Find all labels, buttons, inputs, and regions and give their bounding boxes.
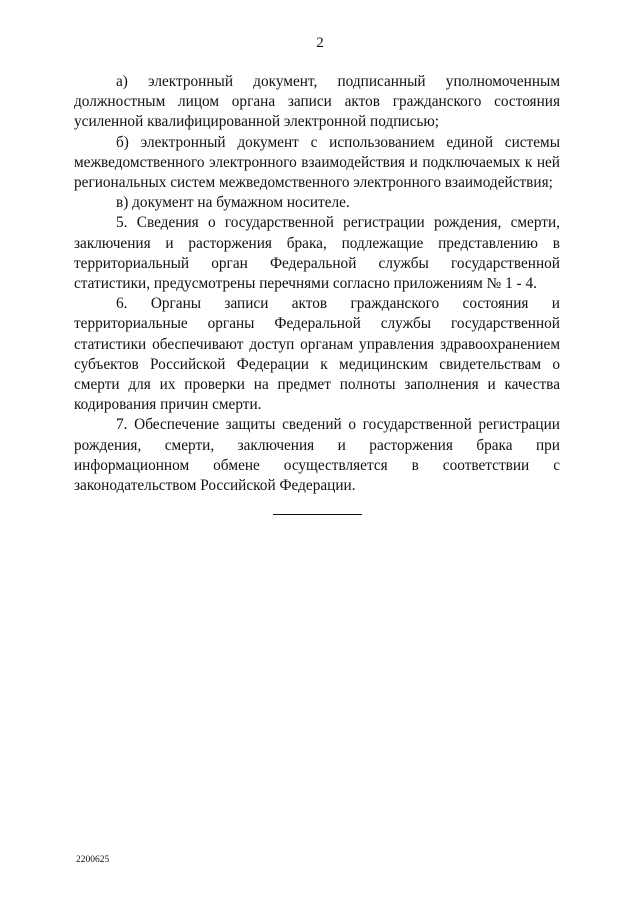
end-separator-line <box>273 514 362 515</box>
paragraph-b-electronic-interagency: б) электронный документ с использованием единой системы межведомственного электронного взаимодействия и подключаемых к ней региональных систем межведомственного электронного взаимодействия; <box>74 133 560 192</box>
document-code: 2200625 <box>76 855 110 865</box>
page-number: 2 <box>316 35 324 51</box>
paragraph-5-registration-info: 5. Сведения о государственной регистрации рождения, смерти, заключения и расторжения брака, подлежащие представлению в территориальный орган Федеральной службы государственной статистики, предусмотрены перечнями согласно приложениям № 1 - 4. <box>74 214 560 293</box>
paragraph-c-paper: в) документ на бумажном носителе. <box>116 194 350 212</box>
paragraph-a-electronic-signed: а) электронный документ, подписанный уполномоченным должностным лицом органа записи актов гражданского состояния усиленной квалифицированной электронной подписью; <box>74 73 560 131</box>
document-body <box>74 72 560 496</box>
paragraph-6-access-certificates: 6. Органы записи актов гражданского состояния и территориальные органы Федеральной службы государственной статистики обеспечивают доступ органам управления здравоохранением субъектов Российской Федерации к медицинским свидетельствам о смерти для их проверки на предмет полноты заполнения и качества кодирования причин смерти. <box>74 295 560 414</box>
paragraph-7-data-protection: 7. Обеспечение защиты сведений о государственной регистрации рождения, смерти, заключения и расторжения брака при информационном обмене осуществляется в соответствии с законодательством Российской Федерации. <box>74 416 560 495</box>
